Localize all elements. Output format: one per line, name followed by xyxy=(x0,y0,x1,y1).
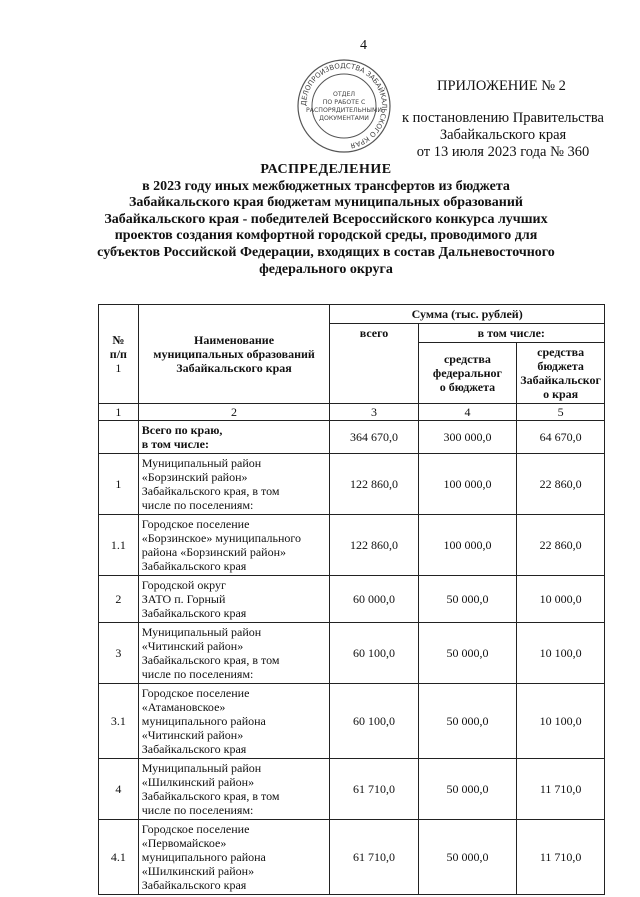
row-total: 60 100,0 xyxy=(330,623,418,684)
stamp-center-line: ОТДЕЛ xyxy=(332,91,356,98)
row-name xyxy=(138,515,330,576)
row-name-line: Муниципальный район xyxy=(141,625,262,639)
table-row xyxy=(99,820,605,895)
row-name-line: Всего по краю, xyxy=(141,423,223,437)
row-name-line: «Шилкинский район» xyxy=(141,775,255,789)
row-name-line: «Шилкинский район» xyxy=(141,864,255,878)
row-name-line: Муниципальный район xyxy=(141,761,262,775)
header-name-line: Наименование xyxy=(194,333,275,347)
row-name-line: Городской округ xyxy=(141,578,226,592)
row-name xyxy=(138,576,330,623)
row-name-line: Забайкальского края, в том xyxy=(141,653,280,667)
row-federal: 50 000,0 xyxy=(418,759,517,820)
row-regional: 64 670,0 xyxy=(517,421,605,454)
stamp-center-line: РАСПОРЯДИТЕЛЬНЫМИ xyxy=(306,107,382,114)
row-name-line: муниципального района xyxy=(141,850,266,864)
row-federal: 100 000,0 xyxy=(418,515,517,576)
row-name-line: ЗАТО п. Горный xyxy=(141,592,226,606)
column-index: 2 xyxy=(138,404,330,421)
row-number: 3 xyxy=(99,623,139,684)
stamp-center-line: ДОКУМЕНТАМИ xyxy=(319,115,369,122)
resolution-line: от 13 июля 2023 года № 360 xyxy=(416,144,590,160)
row-name xyxy=(138,759,330,820)
row-name-line: района «Борзинский район» xyxy=(141,545,287,559)
header-regional-line: Забайкальског xyxy=(520,373,601,387)
header-num-line: п/п xyxy=(109,347,127,361)
row-number xyxy=(99,421,139,454)
row-name xyxy=(138,421,330,454)
header-regional-line: бюджета xyxy=(537,359,584,373)
row-name-line: «Читинский район» xyxy=(141,639,244,653)
resolution-line: к постановлению Правительства xyxy=(402,110,604,126)
title-line: субъектов Российской Федерации, входящих в состав Дальневосточного xyxy=(97,244,555,260)
header-regional-line: средства xyxy=(537,345,585,359)
row-number: 1 xyxy=(99,454,139,515)
title-line: федерального округа xyxy=(259,261,393,277)
row-name-line: Забайкальского края xyxy=(141,559,247,573)
row-number: 1.1 xyxy=(99,515,139,576)
table-row xyxy=(99,576,605,623)
row-name-line: муниципального района xyxy=(141,714,266,728)
row-total: 122 860,0 xyxy=(330,515,418,576)
header-federal-line: о бюджета xyxy=(439,380,496,394)
row-name-line: в том числе: xyxy=(141,437,209,451)
column-index: 5 xyxy=(517,404,605,421)
row-name-line: Забайкальского края, в том xyxy=(141,484,280,498)
table-row xyxy=(99,684,605,759)
row-federal: 50 000,0 xyxy=(418,623,517,684)
row-number: 4 xyxy=(99,759,139,820)
header-num-line: 1 xyxy=(115,361,122,375)
header-federal xyxy=(418,343,517,404)
row-name xyxy=(138,820,330,895)
row-federal: 100 000,0 xyxy=(418,454,517,515)
row-number: 4.1 xyxy=(99,820,139,895)
row-name-line: Городское поселение xyxy=(141,517,250,531)
title-line: проектов создания комфортной городской среды, проводимого для xyxy=(114,228,538,244)
row-name-line: Городское поселение xyxy=(141,822,250,836)
row-name xyxy=(138,454,330,515)
column-index: 1 xyxy=(99,404,139,421)
row-name-line: Забайкальского края xyxy=(141,742,247,756)
row-name-line: числе по поселениям: xyxy=(141,498,254,512)
row-name-line: Забайкальского края, в том xyxy=(141,789,280,803)
row-name xyxy=(138,623,330,684)
header-regional xyxy=(517,343,605,404)
title-line: Забайкальского края - победителей Всероссийского конкурса лучших xyxy=(104,211,548,227)
row-name-line: «Борзинское» муниципального xyxy=(141,531,302,545)
column-index: 3 xyxy=(330,404,418,421)
header-num xyxy=(99,305,139,404)
row-federal: 50 000,0 xyxy=(418,820,517,895)
stamp-center-line: ПО РАБОТЕ С xyxy=(322,99,366,106)
row-name-line: «Борзинский район» xyxy=(141,470,248,484)
column-index-row xyxy=(99,404,605,421)
row-total: 61 710,0 xyxy=(330,820,418,895)
table-row xyxy=(99,421,605,454)
header-total: всего xyxy=(330,324,418,404)
row-regional: 10 100,0 xyxy=(517,623,605,684)
row-federal: 50 000,0 xyxy=(418,684,517,759)
row-name-line: числе по поселениям: xyxy=(141,803,254,817)
row-name-line: «Атамановское» xyxy=(141,700,226,714)
row-regional: 10 000,0 xyxy=(517,576,605,623)
table-row xyxy=(99,454,605,515)
row-name-line: «Первомайское» xyxy=(141,836,227,850)
distribution-table xyxy=(98,304,605,895)
resolution-reference xyxy=(385,110,621,161)
row-regional: 11 710,0 xyxy=(517,759,605,820)
header-name xyxy=(138,305,330,404)
row-total: 122 860,0 xyxy=(330,454,418,515)
row-name-line: Забайкальского края xyxy=(141,878,247,892)
title-heading: РАСПРЕДЕЛЕНИЕ xyxy=(260,162,392,177)
resolution-line: Забайкальского края xyxy=(439,127,567,143)
header-federal-line: федеральног xyxy=(432,366,502,380)
row-regional: 22 860,0 xyxy=(517,454,605,515)
row-federal: 50 000,0 xyxy=(418,576,517,623)
header-incl: в том числе: xyxy=(418,324,604,343)
appendix-label: ПРИЛОЖЕНИЕ № 2 xyxy=(437,78,566,94)
row-regional: 10 100,0 xyxy=(517,684,605,759)
row-name-line: Городское поселение xyxy=(141,686,250,700)
row-regional: 22 860,0 xyxy=(517,515,605,576)
table-row xyxy=(99,759,605,820)
stamp-ring-text: ДЕЛОПРОИЗВОДСТВА ЗАБАЙКАЛЬСКОГО КРАЯ xyxy=(299,61,389,150)
table-row xyxy=(99,623,605,684)
row-name-line: Муниципальный район xyxy=(141,456,262,470)
row-total: 60 100,0 xyxy=(330,684,418,759)
header-federal-line: средства xyxy=(443,352,491,366)
header-sum: Сумма (тыс. рублей) xyxy=(330,305,605,324)
header-name-line: Забайкальского края xyxy=(176,361,292,375)
header-regional-line: о края xyxy=(543,387,579,401)
row-name-line: Забайкальского края xyxy=(141,606,247,620)
row-total: 61 710,0 xyxy=(330,759,418,820)
row-name xyxy=(138,684,330,759)
row-federal: 300 000,0 xyxy=(418,421,517,454)
table-row xyxy=(99,515,605,576)
header-num-line: № xyxy=(112,333,125,347)
row-number: 2 xyxy=(99,576,139,623)
row-total: 60 000,0 xyxy=(330,576,418,623)
document-title xyxy=(96,162,556,278)
title-line: Забайкальского края бюджетам муниципальных образований xyxy=(129,195,523,211)
title-line: в 2023 году иных межбюджетных трансфертов из бюджета xyxy=(142,178,510,194)
page-number: 4 xyxy=(360,38,367,53)
official-stamp xyxy=(296,58,392,154)
row-total: 364 670,0 xyxy=(330,421,418,454)
header-name-line: муниципальных образований xyxy=(153,347,315,361)
row-regional: 11 710,0 xyxy=(517,820,605,895)
column-index: 4 xyxy=(418,404,517,421)
row-name-line: «Читинский район» xyxy=(141,728,244,742)
row-name-line: числе по поселениям: xyxy=(141,667,254,681)
row-number: 3.1 xyxy=(99,684,139,759)
